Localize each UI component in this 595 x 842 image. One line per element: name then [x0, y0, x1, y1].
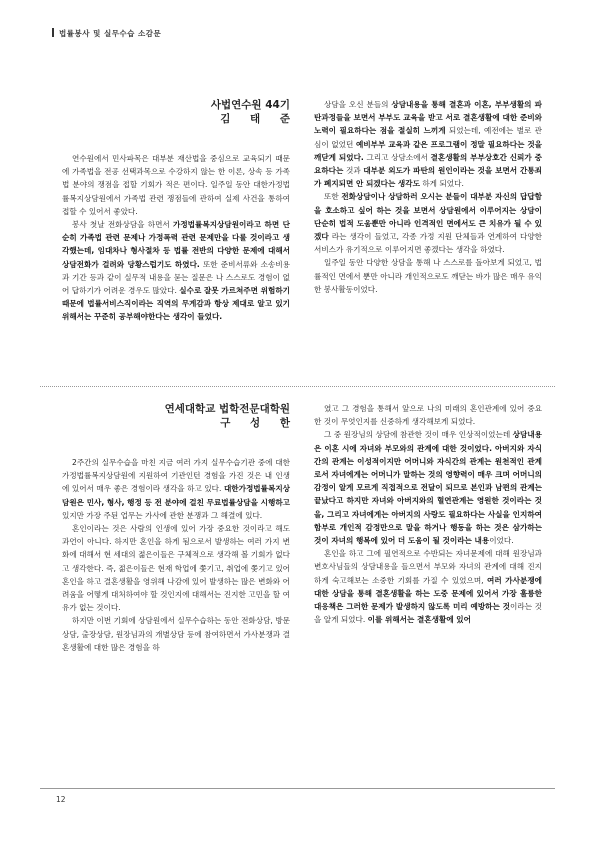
- text-run: 였고 그 경험을 통해서 앞으로 나의 미래의 혼인관계에 있어 중요한 것이 무엇인지를 신중하게 생각해보게 되었다.: [314, 404, 542, 427]
- text-run: 그 중 원장님의 상담에 참관한 것이 매우 인상적이었는데: [324, 430, 513, 440]
- bold-text-run: 가정법률복지상담원이라고 하면 단순히 가족법 관련 문제나 가정폭력 관련 문제만을 다룰 것이라고 생각했는데, 임대차나 형사절차 등 법률 전반의 다양한 문제에 대해서 상담전화가 걸려와 당황스럽기도 하였다.: [62, 220, 290, 269]
- text-run: 또한: [324, 192, 342, 202]
- bold-text-run: 여러 가사분쟁에 대한 상담을 통해 결혼생활을 하는 도중 문제에 있어서 가장 훌륭한 대응책은 그러한 문제가 발생하지 않도록 미리 예방하는 것: [314, 575, 542, 612]
- paragraph: [314, 402, 542, 428]
- text-run: 2주간의 실무수습을 마친 지금 여러 가지 실무수습기관 중에 대한가정법률복지상담원에 지원하여 기관인턴 경험을 가진 것은 내 인생에 있어서 매우 좋은 경험이라 생각을 하고 있다.: [62, 458, 290, 494]
- paragraphs: [62, 152, 290, 324]
- paragraph: [62, 522, 290, 614]
- header-bar: [52, 28, 54, 37]
- column-right: [314, 402, 542, 626]
- footer-rule: [40, 788, 555, 789]
- author-institution: 사법연수원 44기: [210, 99, 290, 111]
- paragraphs: [62, 456, 290, 654]
- text-run: 되었는데, 예전에는 별로 관심이 없었던: [314, 126, 542, 149]
- author-name: 김 태 준: [220, 113, 298, 125]
- text-run: 연수원에서 민사파목은 대부분 재산법을 중심으로 교육되기 때문에 가족법을 전공 선택과목으로 수강하지 않는 한 이론, 상속 등 가족법 분야의 쟁점을 접할 기회가 적은 편이다. 일주일 동안 대한가정법률복지상담원에서 가족법 관련 쟁점들에 관하여 실제 사건을 통하여 접할 수 있어서 좋았다.: [62, 154, 290, 216]
- bold-text-run: 이를 위해서는 결혼생활에 있어: [367, 615, 471, 625]
- paragraph: [62, 218, 290, 324]
- running-header-text: 법률봉사 및 실무수습 소감문: [59, 29, 162, 38]
- running-header: [52, 28, 161, 39]
- paragraph: [62, 456, 290, 522]
- text-run: 혼인이라는 것은 사람의 인생에 있어 가장 중요한 것이라고 해도 과언이 아니다. 하지만 혼인을 하게 됨으로서 발생하는 여러 가지 변화에 대해서 현 세대의 젊은이들은 구체적으로 생각해 볼 기회가 없다고 생각한다. 즉, 젊은이들은 현재 학업에 쫓기고, 취업에 쫓기고 있어 혼인을 하고 결혼생활을 영위해 나감에 있어 발생하는 많은 변화와 어려움을 어떻게 대처하여야 할 것인지에 대해서는 진지한 고민을 할 여유가 없는 것이다.: [62, 524, 290, 613]
- section-divider: [40, 386, 555, 387]
- author-name: 구 성 한: [220, 417, 298, 429]
- paragraphs: [314, 402, 542, 626]
- author-institution: 연세대학교 법학전문대학원: [164, 403, 290, 415]
- paragraph: [314, 547, 542, 626]
- text-run: 것과: [343, 166, 364, 176]
- text-run: 혼인을 하고 그에 필연적으로 수반되는 자녀문제에 대해 원장님과 변호사님들의 상담내용을 들으면서 부모와 자녀의 관계에 대해 진지하게 숙고해보는 소중한 기회를 가질 수 있었으며,: [314, 549, 542, 585]
- paragraph: [314, 256, 542, 296]
- column-right: [314, 98, 542, 296]
- text-run: 하게 되었다.: [419, 179, 464, 189]
- text-run: 일주일 동안 다양한 상담을 통해 나 스스로를 돌아보게 되었고, 법률적인 면에서 뿐만 아니라 개인적으로도 깨닫는 바가 많은 매우 유익한 봉사활동이었다.: [314, 258, 542, 294]
- text-run: 있지만 가장 주된 업무는 가사에 관한 분쟁과 그 해결에 있다.: [62, 510, 263, 520]
- paragraph: [62, 614, 290, 654]
- column-left: [62, 402, 298, 654]
- paragraph: [314, 190, 542, 256]
- page-number: 12: [56, 795, 66, 804]
- bold-text-run: 대한가정법률복지상담원은 민사, 형사, 행정 등 전 분야에 걸친 무료법률상담을 시행하고: [62, 484, 290, 507]
- column-left: [62, 98, 298, 324]
- paragraph: [62, 152, 290, 218]
- text-run: 봉사 첫날 전화상담을 하면서: [72, 220, 174, 230]
- text-run: 상담을 오신 분들의: [324, 100, 392, 109]
- text-run: 또한 준비서류와 소송비용과 기간 등과 같이 실무적 내용을 묻는 질문은 나 스스로도 경험이 없어 답하기가 어려운 경우도 많았다.: [62, 259, 290, 296]
- author-block: [62, 402, 298, 430]
- bold-text-run: 상담내용은 이혼 시에 자녀와 부모와의 관계에 대한 것이었다. 아버지와 자식간의 관계는 이성적이지만 어머니와 자식간의 관계는 원천적인 관계로서 자녀에게는 어머니가 말하는 것의 영향력이 매우 크며 어머니의 감정이 알게 모르게 직접적으로 전달이 되므로 본인과 남편의 관계는 끝났다고 하지만 자녀와 아버지와의 혈연관계는 영원한 것이라는 것을, 그리고 자녀에게는 아버지의 사랑도 필요하다는 사실을 인지하여 함부로 개인적 감정만으로 말을 하거나 행동을 하는 것은 삼가하는 것이 자녀의 행복에 있어 더 도움이 될 것이라는 내용: [314, 430, 542, 546]
- text-run: 그리고 상담소에서: [363, 152, 431, 162]
- text-run: 이었다.: [489, 536, 514, 546]
- bold-text-run: 전화상담이나 상담하러 오시는 분들이 대부분 자신의 답답함을 호소하고 싶어 하는 것을 보면서 상담원에서 이루어지는 상담이 단순히 법적 도움뿐만 아니라 인격적인 면에서도 큰 치유가 될 수 있겠다: [314, 192, 542, 242]
- paragraph: [314, 98, 542, 190]
- paragraphs: [314, 98, 542, 296]
- bold-text-run: 예비부부 교육과 같은 프로그램이 정말 필요하다는 것을 깨닫게 되었다.: [314, 139, 542, 162]
- text-run: 하지만 이번 기회에 상담원에서 실무수습하는 동안 전화상담, 방문상담, 출장상담, 원장님과의 개별상담 등에 참여하면서 가사분쟁과 결혼생활에 대한 많은 경험을 하: [62, 616, 290, 652]
- text-run: 라는 생각이 들었고, 각종 가정 지원 단체들과 연계하여 다양한 서비스가 유기적으로 이루어지면 좋겠다는 생각을 하였다.: [314, 232, 542, 255]
- bold-text-run: 상담내용을 통해 결혼과 이혼, 부부생활의 파탄과정들을 보면서 부부도 교육을 받고 서로 결혼생활에 대한 준비와 노력이 필요하다는 점을 절실히 느끼게: [314, 100, 542, 136]
- bold-text-run: 실수로 잘못 가르쳐주면 위험하기 때문에 법률서비스직이라는 직역의 무게감과 항상 제대로 알고 있기 위해서는 꾸준히 공부해야한다는 생각이 들었다.: [62, 286, 290, 322]
- paragraph: [314, 428, 542, 547]
- bold-text-run: 대부분 외도가 파탄의 원인이라는 것을 보면서 간통죄가 폐지되면 안 되겠다는 생각도: [314, 166, 543, 189]
- author-block: [62, 98, 298, 126]
- text-run: 이라는 것을 알게 되었다.: [314, 602, 542, 625]
- bold-text-run: 결혼생활의 부부상호간 신뢰가 중요하다는: [314, 152, 542, 176]
